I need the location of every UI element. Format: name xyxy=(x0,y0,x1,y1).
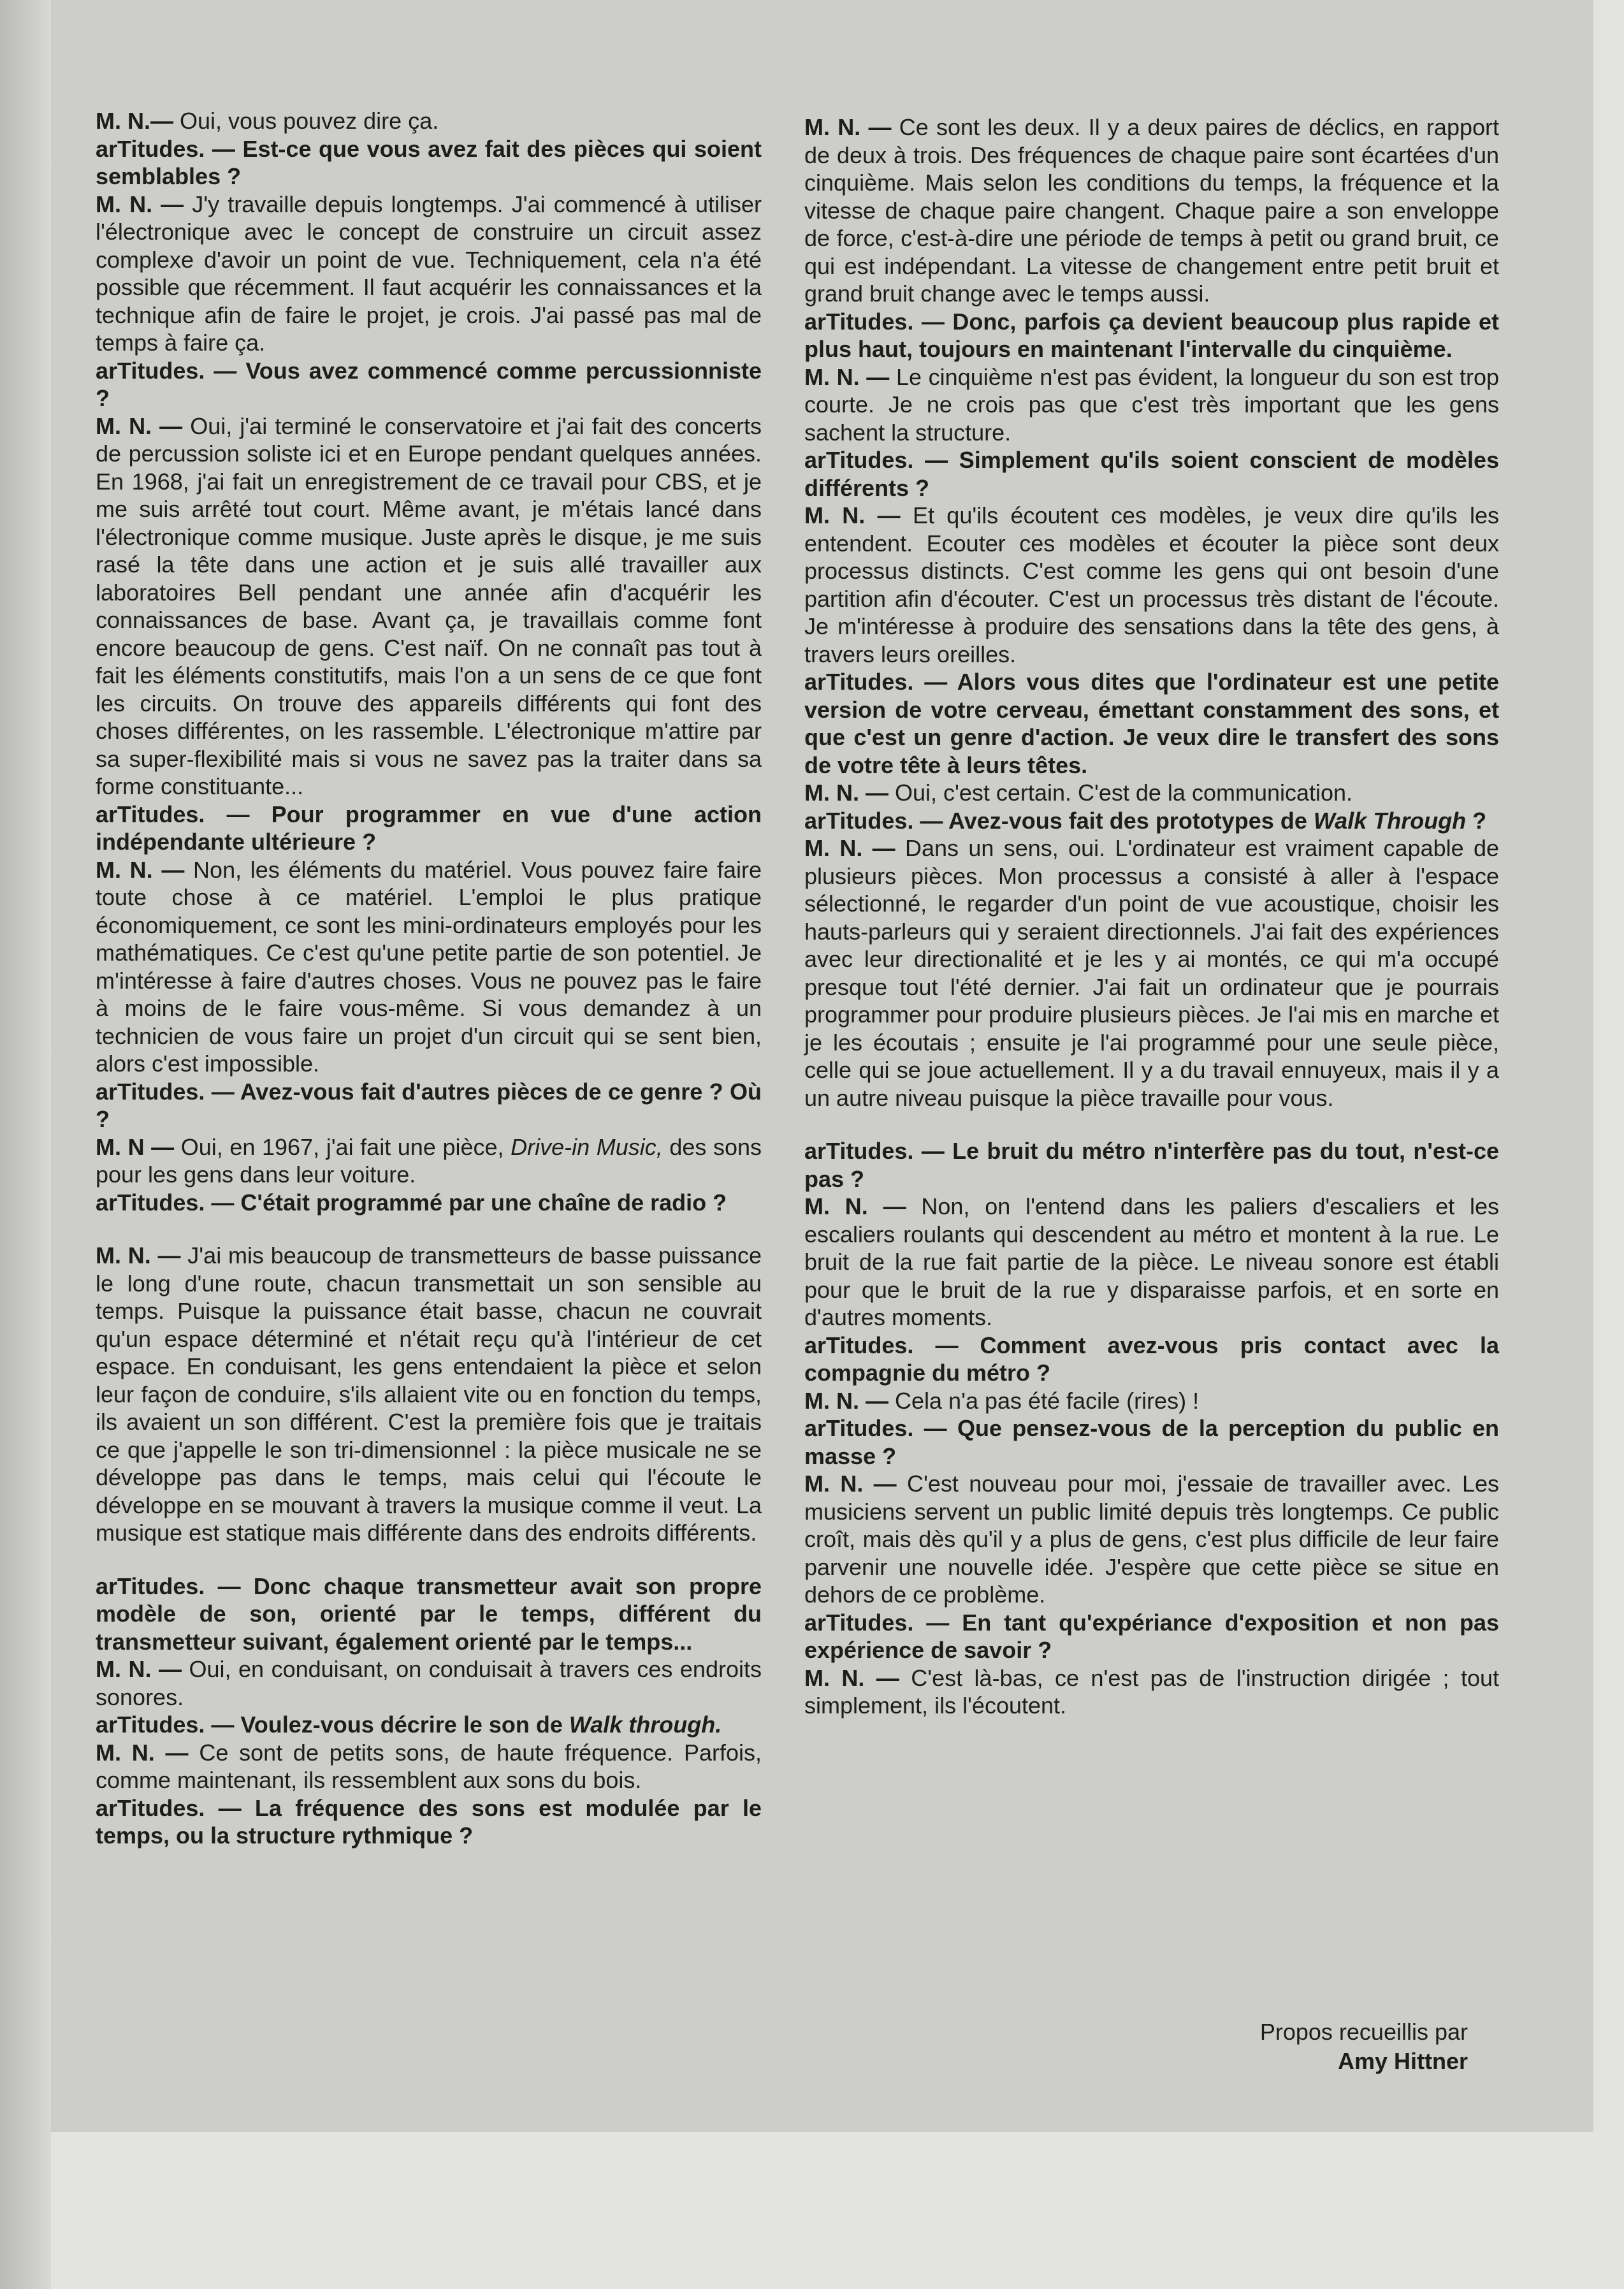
speaker-label: arTitudes. — xyxy=(96,357,237,384)
speaker-label: arTitudes. — xyxy=(96,801,250,827)
speaker-label: arTitudes. — xyxy=(96,135,235,162)
paragraph-body xyxy=(234,1711,721,1738)
speaker-label: arTitudes. — xyxy=(804,308,945,335)
speaker-label: M. N. — xyxy=(804,363,890,390)
right-column xyxy=(804,113,1499,1720)
paragraph-body xyxy=(804,1193,1499,1330)
interview-answer xyxy=(96,1739,762,1794)
text-segment: La fréquence des sons est modulée par le temps, ou la structure rythmique ? xyxy=(96,1794,762,1849)
scan-edge xyxy=(0,0,51,2289)
text-segment: Oui, c'est certain. C'est de la communication. xyxy=(888,780,1353,806)
interview-question xyxy=(804,1609,1499,1664)
text-segment: des sons pour les gens dans leur voiture. xyxy=(96,1133,762,1188)
interview-answer xyxy=(804,834,1499,1112)
paragraph-body xyxy=(943,808,1486,834)
speaker-label: M. N. — xyxy=(96,1242,181,1268)
interview-question xyxy=(96,135,762,191)
work-title: Walk Through xyxy=(1313,807,1467,834)
text-segment: Ce sont de petits sons, de haute fréquence. Parfois, comme maintenant, ils ressemblent aux sons du bois. xyxy=(96,1739,762,1793)
speaker-label: arTitudes. — xyxy=(804,1609,950,1636)
paragraph-body xyxy=(234,1189,727,1216)
paragraph-body xyxy=(804,364,1499,446)
text-segment: En tant qu'expériance d'exposition et non pas expérience de savoir ? xyxy=(804,1609,1499,1663)
text-segment: Donc, parfois ça devient beaucoup plus rapide et plus haut, toujours en maintenant l'intervalle du cinquième. xyxy=(804,308,1500,362)
speaker-label: arTitudes. — xyxy=(804,1138,945,1164)
text-segment: Avez-vous fait d'autres pièces de ce genre ? Où ? xyxy=(96,1078,762,1132)
interview-answer xyxy=(804,779,1499,807)
speaker-label: M. N. — xyxy=(96,856,185,883)
speaker-label: arTitudes. — xyxy=(804,447,948,473)
text-segment: Simplement qu'ils soient conscient de modèles différents ? xyxy=(804,447,1499,501)
speaker-label: M. N. — xyxy=(804,1664,899,1691)
interview-answer xyxy=(96,1242,762,1547)
text-segment: J'ai mis beaucoup de transmetteurs de basse puissance le long d'une route, chacun transmettait un son sensible au temps. Puisque la puissance était basse, chacun ne couvrait qu'un espace déterminé et n'était reçu qu'à l'intérieur de cet espace. En conduisant, les gens entendaient la pièce et selon leur façon de conduire, s'ils allaient vite ou en fonction du temps, ils avaient un son différent. C'est la première fois que je traitais ce que j'appelle le son tri-dimensionnel : la pièce musicale ne se développe pas dans le temps, mais celui qui l'écoute le développe en se mouvant à travers la musique comme il veut. La musique est statique mais différente dans des endroits différents. xyxy=(96,1242,762,1546)
text-segment: Ce sont les deux. Il y a deux paires de déclics, en rapport de deux à trois. Des fréquences de chaque paire sont écartées d'un cinquième. Mais selon les conditions du temps, la fréquence et la vitesse de chaque paire changent. Chaque paire a son enveloppe de force, c'est-à-dire une période de temps à petit ou grand bruit, ce qui est indépendant. La vitesse de changement entre petit bruit et grand bruit change avec le temps aussi. xyxy=(804,114,1499,307)
speaker-label: arTitudes. — xyxy=(96,1711,235,1738)
paragraph-body xyxy=(804,1665,1499,1719)
text-segment: Donc chaque transmetteur avait son propre modèle de son, orienté par le temps, différent du transmetteur suivant, également orienté par le temps... xyxy=(96,1573,762,1655)
speaker-label: M. N. — xyxy=(96,1739,189,1766)
speaker-label: M. N. — xyxy=(96,191,184,217)
speaker-label: arTitudes. — xyxy=(96,1078,235,1105)
text-segment: Vous avez commencé comme percussionniste ? xyxy=(96,357,762,411)
interview-question xyxy=(804,446,1499,502)
text-segment: Avez-vous fait des prototypes de xyxy=(943,807,1314,834)
interview-answer xyxy=(96,1655,762,1711)
interview-answer xyxy=(96,107,762,135)
paragraph-body xyxy=(173,108,439,134)
left-column xyxy=(96,107,762,1850)
text-segment: C'était programmé par une chaîne de radio ? xyxy=(234,1189,727,1216)
paragraph-body xyxy=(96,1740,762,1794)
paragraph-body xyxy=(96,413,762,800)
interview-answer xyxy=(804,363,1499,447)
text-segment: Oui, vous pouvez dire ça. xyxy=(173,108,439,134)
text-segment: Et qu'ils écoutent ces modèles, je veux dire qu'ils les entendent. Ecouter ces modèles et écouter la pièce sont deux processus distincts. C'est comme les gens qui ont besoin d'une partition afin d'écouter. C'est un processus très distant de l'écoute. Je m'intéresse à produire des sensations dans la tête des gens, à travers leurs oreilles. xyxy=(804,502,1499,667)
speaker-label: arTitudes. — xyxy=(804,669,948,695)
speaker-label: M. N. — xyxy=(96,412,183,439)
paragraph-body xyxy=(96,191,762,356)
text-segment: Le bruit du métro n'interfère pas du tout, n'est-ce pas ? xyxy=(804,1138,1499,1192)
interview-question xyxy=(96,357,762,412)
paragraph-body xyxy=(804,1471,1499,1608)
interview-question xyxy=(96,1078,762,1133)
speaker-label: arTitudes. — xyxy=(96,1794,242,1821)
interview-question xyxy=(804,1137,1499,1193)
paragraph-body xyxy=(804,502,1499,667)
text-segment: Le cinquième n'est pas évident, la longueur du son est trop courte. Je ne crois pas que c'est très important que les gens sachent la structure. xyxy=(804,363,1500,446)
credit xyxy=(1260,2017,1468,2076)
interview-question xyxy=(804,807,1499,835)
interview-answer xyxy=(96,412,762,801)
interview-answer xyxy=(804,1470,1499,1609)
interview-question xyxy=(96,1711,762,1739)
interview-answer xyxy=(804,1664,1499,1720)
interview-question xyxy=(96,801,762,856)
speaker-label: M. N. — xyxy=(804,835,895,861)
paragraph-body xyxy=(96,1656,762,1710)
work-title: Drive-in Music, xyxy=(511,1133,663,1160)
paragraph-body xyxy=(888,1388,1199,1414)
speaker-label: M. N. — xyxy=(804,502,901,528)
text-segment: Oui, en conduisant, on conduisait à travers ces endroits sonores. xyxy=(96,1656,762,1710)
interview-question xyxy=(804,1414,1499,1470)
paragraph-body xyxy=(96,857,762,1077)
speaker-label: arTitudes. — xyxy=(804,1332,959,1358)
text-segment: Alors vous dites que l'ordinateur est une petite version de votre cerveau, émettant constamment des sons, et que c'est un genre d'action. Je veux dire le transfert des sons de votre tête à leurs têtes. xyxy=(804,669,1500,778)
text-segment: Est-ce que vous avez fait des pièces qui soient semblables ? xyxy=(96,135,762,189)
text-segment: Voulez-vous décrire le son de xyxy=(234,1711,569,1738)
interview-answer xyxy=(96,191,762,357)
text-segment: Non, on l'entend dans les paliers d'escaliers et les escaliers roulants qui descendent au métro et montent à la rue. Le bruit de la rue fait partie de la pièce. Le niveau sonore est établi pour que le bruit de la rue y disparaisse parfois, et en sorte en d'autres moments. xyxy=(804,1193,1499,1330)
interview-question xyxy=(804,308,1499,363)
text-segment: Dans un sens, oui. L'ordinateur est vraiment capable de plusieurs pièces. Mon processus a consisté à aller à l'espace sélectionné, le regarder d'un point de vue acoustique, choisir les hauts-parleurs qui y seraient directionnels. J'ai fait des expériences avec leur directionalité et je les y ai montés, ce qui m'a occupé presque tout l'été dernier. J'ai fait un ordinateur que je pourrais programmer pour produire plusieurs pièces. Je l'ai mis en marche et je les écoutais ; ensuite je l'ai programmé pour une seule pièce, celle qui se joue actuellement. Il y a du travail ennuyeux, mais il y a un autre niveau puisque la pièce travaille pour vous. xyxy=(804,835,1499,1111)
speaker-label: arTitudes. — xyxy=(96,1189,235,1216)
speaker-label: M. N. — xyxy=(804,114,892,140)
interview-question xyxy=(804,668,1499,779)
work-title: Walk through. xyxy=(569,1711,722,1738)
interview-question xyxy=(804,1332,1499,1387)
speaker-label: M. N. — xyxy=(804,780,888,806)
speaker-label: M. N. — xyxy=(96,1656,182,1682)
interview-answer xyxy=(804,502,1499,668)
text-segment: ? xyxy=(1466,807,1487,834)
speaker-label: arTitudes. — xyxy=(804,807,943,834)
text-segment: C'est nouveau pour moi, j'essaie de travailler avec. Les musiciens servent un public limité depuis très longtemps. Ce public croît, mais dès qu'il y a plus de gens, c'est plus difficile de leur faire parvenir une nouvelle idée. J'espère que cette pièce se situe en dehors de ce problème. xyxy=(804,1471,1499,1608)
interview-answer xyxy=(96,1133,762,1189)
speaker-label: M. N — xyxy=(96,1133,175,1160)
interview-answer xyxy=(804,113,1499,308)
text-segment: Comment avez-vous pris contact avec la compagnie du métro ? xyxy=(804,1332,1500,1386)
interview-question xyxy=(96,1189,762,1217)
paragraph-body xyxy=(804,114,1499,307)
text-segment: Oui, j'ai terminé le conservatoire et j'ai fait des concerts de percussion soliste ici et en Europe pendant quelques années. En 1968, j'ai fait un enregistrement de ce travail pour CBS, et je me suis arrêté tout court. Même avant, je m'étais lancé dans l'électronique comme musique. Juste après le disque, je me suis rasé la tête dans une action et je suis allé travailler aux laboratoires Bell pendant une année afin d'acquérir les connaissances de base. Avant ça, je travaillais comme font encore beaucoup de gens. C'est naïf. On ne connaît pas tout à fait les éléments constitutifs, mais l'on a un sens de ce que font les circuits. On trouve des appareils différents qui font des choses différentes, on les rassemble. L'électronique m'attire par sa super-flexibilité mais si vous ne savez pas la traiter dans sa forme constituante... xyxy=(96,412,762,799)
text-segment: Pour programmer en vue d'une action indépendante ultérieure ? xyxy=(96,801,762,855)
speaker-label: M. N. — xyxy=(804,1193,906,1219)
paragraph-body xyxy=(804,835,1499,1111)
speaker-label: M. N. — xyxy=(804,1387,888,1414)
paragraph-body xyxy=(888,780,1352,806)
speaker-label: M. N.— xyxy=(96,108,173,134)
speaker-label: M. N. — xyxy=(804,1471,897,1497)
speaker-label: arTitudes. — xyxy=(96,1573,241,1599)
text-segment: J'y travaille depuis longtemps. J'ai commencé à utiliser l'électronique avec le concept de construire un circuit assez complexe d'avoir un point de vue. Techniquement, cela n'a été possible que récemment. Il faut acquérir les connaissances et la technique afin de faire le projet, je crois. J'ai passé pas mal de temps à faire ça. xyxy=(96,191,762,356)
text-segment: Oui, en 1967, j'ai fait une pièce, xyxy=(174,1133,511,1160)
paragraph-body xyxy=(96,1134,762,1188)
interview-answer xyxy=(96,856,762,1078)
text-segment: Cela n'a pas été facile (rires) ! xyxy=(888,1387,1200,1414)
speaker-label: arTitudes. — xyxy=(804,1415,947,1441)
text-segment: C'est là-bas, ce n'est pas de l'instruction dirigée ; tout simplement, ils l'écoutent. xyxy=(804,1664,1499,1719)
paragraph-body xyxy=(96,1242,762,1546)
text-segment: Que pensez-vous de la perception du public en masse ? xyxy=(804,1415,1500,1469)
interview-answer xyxy=(804,1193,1499,1332)
interview-answer xyxy=(804,1387,1499,1415)
interview-question xyxy=(96,1794,762,1850)
credit-author: Amy Hittner xyxy=(1337,2048,1468,2074)
text-segment: Non, les éléments du matériel. Vous pouvez faire faire toute chose à ce matériel. L'emploi le plus pratique économiquement, ce sont les mini-ordinateurs employés pour les mathématiques. Ce c'est qu'une petite partie de son potentiel. Je m'intéresse à faire d'autres choses. Vous ne pouvez pas le faire à moins de le faire vous-même. Si vous demandez à un technicien de vous faire un projet d'un circuit qui se sent bien, alors c'est impossible. xyxy=(96,856,762,1077)
interview-question xyxy=(96,1573,762,1656)
credit-line: Propos recueillis par xyxy=(1259,2019,1468,2045)
